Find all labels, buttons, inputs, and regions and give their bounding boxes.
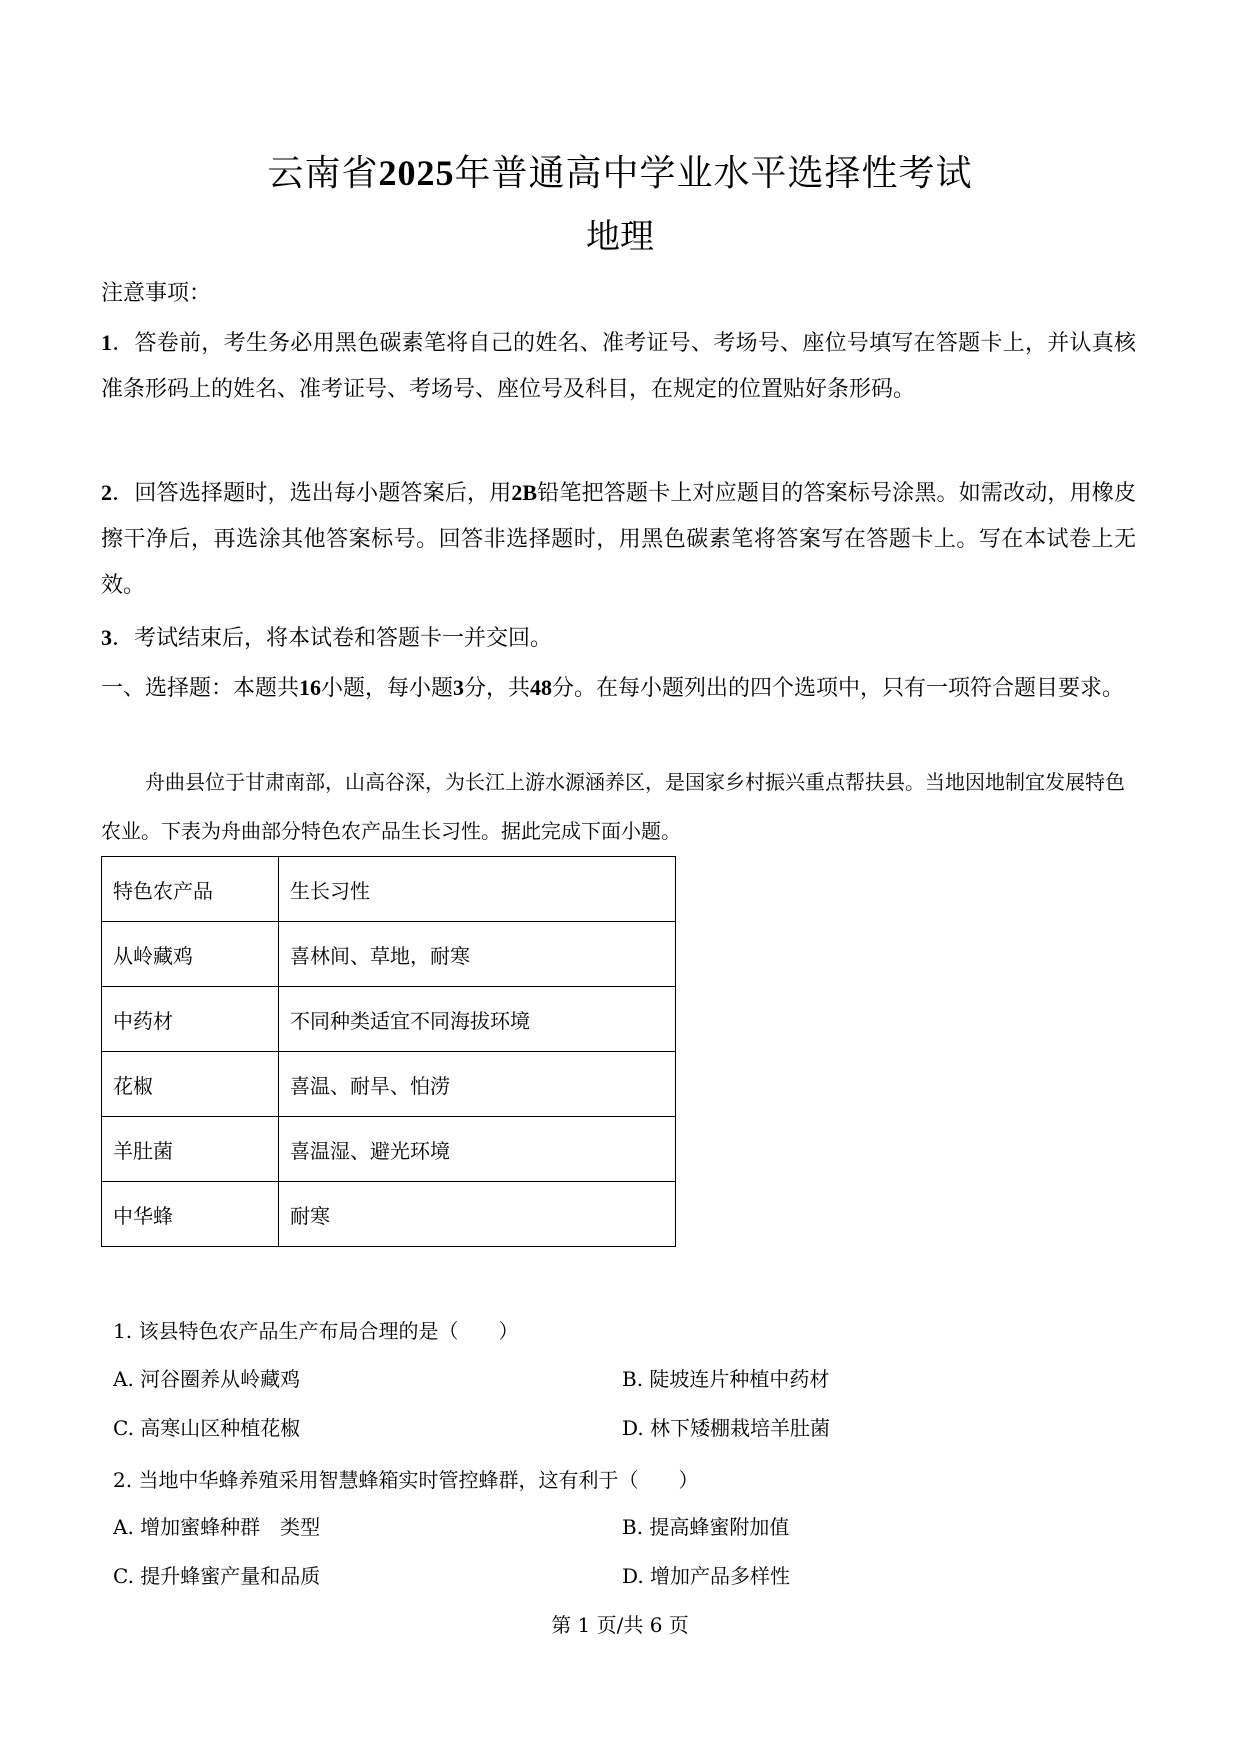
notice-item-2-number: 2 [101, 480, 112, 505]
table-header-cell: 特色农产品 [102, 857, 279, 922]
table-row [102, 1182, 676, 1247]
table-cell: 不同种类适宜不同海拔环境 [279, 987, 676, 1052]
section-text-c: 分，共 [464, 676, 531, 701]
table-cell: 喜温湿、避光环境 [279, 1117, 676, 1182]
notice-item-3-text: ．考试结束后，将本试卷和答题卡一并交回。 [112, 626, 553, 651]
notice-item-1-number: 1 [101, 330, 112, 355]
table-row [102, 1117, 676, 1182]
question-1-stem: 1. 该县特色农产品生产布局合理的是（ ） [113, 1319, 519, 1343]
table-cell: 中药材 [102, 987, 279, 1052]
notice-item-2-pencil: 2B [511, 480, 538, 505]
section-text-a: 一、选择题：本题共 [101, 676, 300, 701]
question-2-option-a: A. 增加蜜蜂种群 类型 [113, 1515, 321, 1539]
question-1-option-b: B. 陡坡连片种植中药材 [622, 1367, 830, 1391]
table-cell: 花椒 [102, 1052, 279, 1117]
question-2-option-b: B. 提高蜂蜜附加值 [622, 1515, 790, 1539]
section-question-count: 16 [299, 675, 322, 700]
table-row [102, 922, 676, 987]
question-1-option-c: C. 高寒山区种植花椒 [113, 1416, 301, 1440]
table-cell: 中华蜂 [102, 1182, 279, 1247]
exam-subject: 地理 [586, 217, 654, 257]
title-suffix: 年普通高中学业水平选择性考试 [454, 153, 973, 194]
title-prefix: 云南省 [267, 153, 379, 194]
title-year: 2025 [378, 153, 455, 193]
table-row [102, 1052, 676, 1117]
question-1-option-d: D. 林下矮棚栽培羊肚菌 [622, 1416, 831, 1440]
notice-item-1 [101, 320, 1136, 413]
passage-intro: 舟曲县位于甘肃南部，山高谷深，为长江上游水源涵养区，是国家乡村振兴重点帮扶县。当地因地制宜发展特色农业。下表为舟曲部分特色农产品生长习性。据此完成下面小题。 [101, 770, 1125, 843]
page-footer: 第 1 页/共 6 页 [551, 1613, 689, 1637]
section-text-d: 分。在每小题列出的四个选项中，只有一项符合题目要求。 [552, 676, 1125, 701]
question-2-stem: 2. 当地中华蜂养殖采用智慧蜂箱实时管控蜂群，这有利于（ ） [113, 1468, 699, 1492]
section-text-b: 小题，每小题 [321, 676, 454, 701]
table-cell: 从岭藏鸡 [102, 922, 279, 987]
notice-item-2-text-a: ．回答选择题时，选出每小题答案后，用 [112, 481, 512, 506]
table-cell: 喜温、耐旱、怕涝 [279, 1052, 676, 1117]
question-1-option-a: A. 河谷圈养从岭藏鸡 [113, 1367, 301, 1391]
question-2-option-c: C. 提升蜂蜜产量和品质 [113, 1564, 321, 1588]
exam-title [0, 148, 1240, 199]
notice-item-2 [101, 470, 1136, 609]
crop-habits-table [101, 856, 676, 1247]
table-header-cell: 生长习性 [279, 857, 676, 922]
table-cell: 喜林间、草地，耐寒 [279, 922, 676, 987]
notice-item-3-number: 3 [101, 625, 112, 650]
section-instructions [101, 665, 1136, 712]
table-cell: 耐寒 [279, 1182, 676, 1247]
section-points-each: 3 [453, 675, 465, 700]
notice-item-3 [101, 615, 1136, 662]
notice-item-2-text-b: 铅笔把答题卡上对应题目的答案标号涂黑。如需改动，用橡皮擦干净后，再选涂其他答案标号。回答非选择题时，用黑色碳素笔将答案写在答题卡上。写在本试卷上无效。 [101, 481, 1136, 598]
notice-item-1-text: ．答卷前，考生务必用黑色碳素笔将自己的姓名、准考证号、考场号、座位号填写在答题卡上，并认真核准条形码上的姓名、准考证号、考场号、座位号及科目，在规定的位置贴好条形码。 [101, 331, 1136, 402]
notice-heading: 注意事项： [101, 281, 212, 306]
table-header-row [102, 857, 676, 922]
question-2-option-d: D. 增加产品多样性 [622, 1564, 791, 1588]
section-total-points: 48 [530, 675, 553, 700]
table-cell: 羊肚菌 [102, 1117, 279, 1182]
table-row [102, 987, 676, 1052]
